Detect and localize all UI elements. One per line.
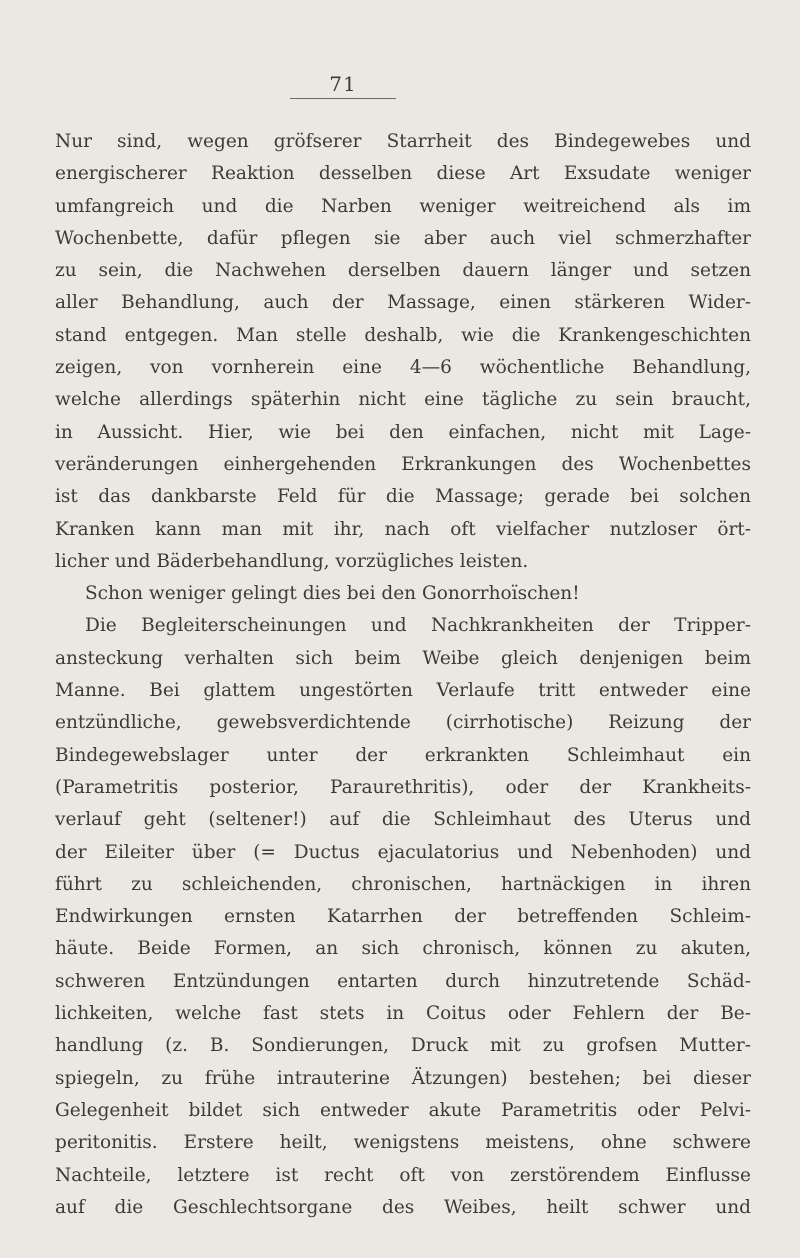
text-line: peritonitis. Erstere heilt, wenigstens meistens, ohne schwere bbox=[55, 1132, 751, 1154]
text-line: Die Begleiterscheinungen und Nachkrankheiten der Tripper- bbox=[85, 615, 751, 637]
text-line: häute. Beide Formen, an sich chronisch, können zu akuten, bbox=[55, 938, 751, 960]
text-line: verlauf geht (seltener!) auf die Schleimhaut des Uterus und bbox=[55, 809, 751, 831]
text-line: zeigen, von vornherein eine 4—6 wöchentliche Behandlung, bbox=[55, 357, 751, 379]
page-number: 71 bbox=[329, 72, 357, 96]
text-line: ist das dankbarste Feld für die Massage; gerade bei solchen bbox=[55, 486, 751, 508]
text-line: in Aussicht. Hier, wie bei den einfachen, nicht mit Lage- bbox=[55, 421, 751, 443]
text-line: Manne. Bei glattem ungestörten Verlaufe tritt entweder eine bbox=[55, 680, 751, 702]
text-line: energischerer Reaktion desselben diese Art Exsudate weniger bbox=[55, 163, 751, 185]
text-line: welche allerdings späterhin nicht eine tägliche zu sein braucht, bbox=[55, 389, 751, 411]
text-line: führt zu schleichenden, chronischen, hartnäckigen in ihren bbox=[55, 873, 751, 895]
body-text bbox=[55, 126, 751, 1224]
text-line: Nur sind, wegen gröfserer Starrheit des Bindegewebes und bbox=[55, 131, 751, 152]
text-line: spiegeln, zu frühe intrauterine Ätzungen) bestehen; bei dieser bbox=[55, 1067, 751, 1089]
text-line: veränderungen einhergehenden Erkrankungen des Wochenbettes bbox=[55, 453, 751, 475]
text-line: entzündliche, gewebsverdichtende (cirrhotische) Reizung der bbox=[55, 712, 751, 734]
text-line: Schon weniger gelingt dies bei den Gonorrhoïschen! bbox=[85, 583, 580, 605]
text-line: Kranken kann man mit ihr, nach oft vielfacher nutzloser ört- bbox=[55, 518, 751, 540]
text-line: Nachteile, letztere ist recht oft von zerstörendem Einflusse bbox=[55, 1164, 751, 1186]
text-line: (Parametritis posterior, Paraurethritis), oder der Krankheits- bbox=[55, 776, 751, 798]
text-line: stand entgegen. Man stelle deshalb, wie die Krankengeschichten bbox=[55, 324, 751, 346]
text-line: zu sein, die Nachwehen derselben dauern länger und setzen bbox=[55, 260, 751, 282]
text-line: handlung (z. B. Sondierungen, Druck mit zu grofsen Mutter- bbox=[55, 1035, 751, 1057]
text-line: der Eileiter über (= Ductus ejaculatorius und Nebenhoden) und bbox=[55, 841, 751, 863]
text-line: lichkeiten, welche fast stets in Coitus oder Fehlern der Be- bbox=[55, 1003, 751, 1025]
text-line: Wochenbette, dafür pflegen sie aber auch viel schmerzhafter bbox=[55, 227, 751, 249]
text-line: aller Behandlung, auch der Massage, einen stärkeren Wider- bbox=[55, 292, 751, 314]
text-line: umfangreich und die Narben weniger weitreichend als im bbox=[55, 195, 751, 217]
text-line: Endwirkungen ernsten Katarrhen der betreffenden Schleim- bbox=[55, 906, 751, 928]
text-line: auf die Geschlechtsorgane des Weibes, heilt schwer und bbox=[55, 1196, 751, 1218]
text-line: Bindegewebslager unter der erkrankten Schleimhaut ein bbox=[55, 744, 751, 766]
text-line: licher und Bäderbehandlung, vorzügliches leisten. bbox=[55, 550, 529, 572]
page-number-underline bbox=[290, 98, 396, 99]
text-line: Gelegenheit bildet sich entweder akute Parametritis oder Pelvi- bbox=[55, 1099, 751, 1121]
text-line: ansteckung verhalten sich beim Weibe gleich denjenigen beim bbox=[55, 647, 751, 669]
text-line: schweren Entzündungen entarten durch hinzutretende Schäd- bbox=[55, 970, 751, 992]
